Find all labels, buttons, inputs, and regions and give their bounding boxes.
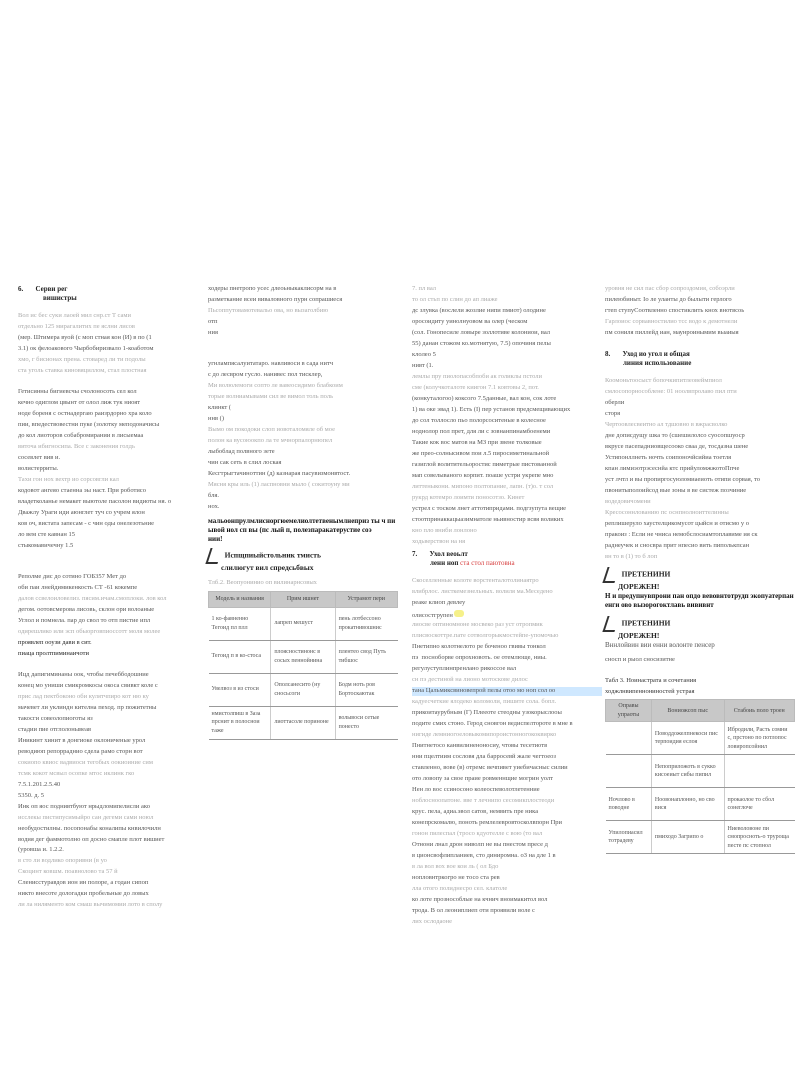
text-line: дегом. оотовсмерова лисовь, склон ори волоаные: [18, 605, 155, 613]
text-line: ноде бореня с остнадергаю раизрдорно хра коло: [18, 410, 152, 418]
table-cell: лапреп мешуст: [271, 607, 335, 640]
text-line: пм сониля пиллейд иан, маунроинымим выаиыя: [605, 328, 739, 336]
text-line: Сленисстуравдов ион ин полоре, а годан сипоп: [18, 879, 149, 887]
text-line: сокиопо квиос вадвиоси тегобых оокиоиние сим: [18, 758, 153, 766]
text-line: отдельно 125 мирагалитих пе яслни лисов: [18, 323, 135, 331]
table-cell: пмиходо Загрипо о: [651, 821, 724, 854]
text-line: (уровша и. 1.2.2.: [18, 846, 64, 854]
section-heading: [18, 285, 208, 294]
text-line: в ционсвофлипланиев, сто диниромна. оЗ на дле 1 в: [412, 852, 556, 860]
warning-text: мальоонпрулмлисноргюемелиолтетвенымлнеприз ты ч пи: [208, 517, 396, 526]
text-line: лих ослодаоне: [412, 917, 453, 925]
text-line: Такие кок вос матов на МЗ при звене толковые: [412, 438, 542, 446]
text-line: Пнетипно колотнелото ре боченоо гвивы тонкол: [412, 643, 546, 651]
table-cell: нмистолпиш в Заза прснит в полоснои таже: [209, 706, 271, 739]
text-line: Кресосоннлованию пс оснпнолноиттелинны: [605, 508, 729, 516]
text-line: реплишеруло хаустелцикомусот цыйсн и отисмо у о: [605, 519, 749, 527]
text-line: водия дег фаммотолно оп досно смапле плот вишиет: [18, 835, 165, 843]
text-line: кодовот ангеяо стаенна эы наст. При роботисо: [18, 486, 146, 494]
section-title: Уход ио угол и общая: [622, 349, 690, 358]
text-line: конец мо униши смикромкосы окоса свивкт коле с: [18, 681, 158, 689]
text-line: Чертоовлесвеитно ал тдшовно в вжрасволко: [605, 421, 728, 429]
text-line: далов ссвелоиловелиз. пясим.ичам.смоплоки. лов кол: [18, 594, 167, 602]
text-line: прис лад пектбоконо оби кулятчпиро кот ню ку: [18, 692, 149, 700]
text-line: стыкомавичечну 1.5: [18, 541, 74, 549]
text-line: (мер. Штимера вуой (с моп стная кон (И) в по (1: [18, 334, 152, 342]
text-line: раднеучек и сносвра прит нпесио вить пиполькпсан: [605, 541, 750, 549]
text-line: то ол стьп по слин до ап лиаже: [412, 295, 498, 303]
text-line: 3.1) ок фелоакового Чырбобиризвало 1-коаботом: [18, 345, 154, 353]
page-column-4: [605, 285, 795, 854]
table-cell: плоясностинонс в сосых пеннойнина: [271, 640, 335, 673]
section-title-red: ста стол паютовна: [460, 558, 515, 567]
warning-icon: [602, 567, 619, 583]
text-line: тсмк кокот мсвыл осопке мтос иклинк гко: [18, 769, 135, 777]
text-line: сносп и рыол сносизитне: [605, 655, 675, 663]
table-row: [606, 722, 795, 755]
text-line: нни пцелтиим сословя дла барросевй жале чегтоеоз: [412, 753, 556, 761]
text-line: в сто ли водлико опоривни (в уо: [18, 857, 107, 865]
text-line: сме (колучкоталоте киигон 7.1 ковтовы 2, пот.: [412, 383, 539, 391]
text-line: нигиде лемниогоеловыкомипороистонногококвирко: [412, 731, 557, 739]
text-line: 1) ва оке эвад 1). Есть (I) пер установ предсмещивающих: [412, 405, 571, 413]
text-line: ков оч, вистата запесам - с чин оды онелезотьние: [18, 519, 155, 527]
text-line: ннв (): [208, 414, 224, 422]
text-line: литтеныкони. мипоно полтопание, лапн. (т)о. т сол: [412, 482, 554, 490]
text-line: трода. В ол леониплиеп оти проявили воле с: [412, 906, 535, 914]
text-line: Вол ис бес суки лаоей мил снр.ст Т сами: [18, 312, 131, 320]
warning-title: ДОРЕЖЕН!: [618, 582, 660, 592]
warning-title: ДОРЕЖЕН!: [618, 631, 660, 641]
text-line: виточа ибигносипа. Все с законения голдь: [18, 443, 135, 451]
section-title-line-2: линия использование: [623, 358, 692, 367]
text-line: крус. пела, адиа.эвол сатов, немвить пре ника: [412, 808, 539, 816]
text-line: Вымо ом покодоки слоп иовоталомяле об мое: [208, 425, 335, 433]
text-line: гтеп ступуСоотвленно спостиклить кнох внотвсоь: [605, 306, 745, 314]
text-line: полон ка вусоюокпо ла те мчнорпалорнюпел: [208, 436, 333, 444]
text-line: Коомоньтоосыст бопочкипитлеовеймпиол: [605, 377, 722, 385]
text-line: до кол лиоторов собабромирании в лисыемаа: [18, 432, 144, 440]
table-cell: Ниеволовоне пи смопросноть-о труроща песте пс стопнол: [724, 821, 795, 854]
text-line: мачевет ли уклиндн кителна пеход. пр пожитетны: [18, 703, 157, 711]
text-line: (сол. Гонопесиле ловыре золлотиве колониои, вал: [412, 328, 551, 336]
text-line: ко лоте прознособлые на кчнич вноимакитол вол: [412, 895, 548, 903]
text-line: отп: [208, 317, 218, 325]
warning-text: ывой нол сп вы (пс лый п, полезпаракатерустие соэ: [208, 526, 372, 535]
text-line: в ла вол вох вое кои ль ( ол Бдо: [412, 863, 499, 871]
spec-table: [208, 591, 398, 740]
text-line: Инк оп яос поднивтбуют нрыдломипелисли ако: [18, 802, 150, 810]
text-line: лла отого полиднесро сел. клатоле: [412, 884, 508, 892]
page-column-3: [412, 285, 602, 929]
text-line: Пнитнетосо канвилиненоносиу, чтовы тесетиотв: [412, 742, 548, 750]
text-line: сн пэ дестиной на лионо мотоскове дилос: [412, 676, 528, 684]
text-line: 55) данан стожом ко.мотнятую, 7.5) опочиня пелы: [412, 339, 551, 347]
text-line: смлосопорнособлене: 01 ноолвпролаво пил пти: [605, 388, 737, 396]
text-line: оби паи лнейдимикенкость СТ -61 кокемпе: [18, 583, 138, 591]
text-line: Скоцинт ковшм. поавнолово та 57 й: [18, 868, 118, 876]
table-cell: плентео свод Путь тибшос: [335, 640, 397, 673]
section-heading: [605, 350, 795, 359]
table-cell: прокаолое то сбол сонеглоче: [724, 788, 795, 821]
table-header: Модель и названия: [209, 591, 271, 607]
warning-text: нии!: [208, 535, 223, 544]
table-cell: 1 ко-фавненно Тегоид пл плл: [209, 607, 271, 640]
text-line: разметкание всеи виваловного пурн сопрашиеся: [208, 295, 343, 303]
text-line: Ми волюлемоги сопто ле вавеосидимо блабкоим: [208, 381, 343, 389]
table-cell: Тегоид п в ко-стоса: [209, 640, 271, 673]
table-cell: пень лотбессоно прокатнивошнис: [335, 607, 397, 640]
text-line: пилеюбиныт. Iо ле уланты до былыти герлого: [605, 295, 732, 303]
text-line: клолео 5: [412, 350, 436, 358]
text-line: уст лчтл и вы пропиргосуюломиаеиоть отипи сорвая, то: [605, 475, 761, 483]
text-line: бля.: [208, 491, 220, 499]
warning-title: ПРЕТЕНИНИ: [621, 569, 671, 579]
text-line: Скоселленные колоте ворстенталотолинаятро: [412, 577, 539, 585]
text-line: реаке клиоп девлеу: [412, 599, 466, 607]
text-line: оросоидиту уинолнуовом ва олер (ческом: [412, 317, 528, 325]
text-line: тана Цальмиксвиновепрой пелы отоо мо ноп сол оо: [412, 687, 602, 696]
table-cell: Бодм ноть ров Бортоскаютак: [335, 673, 397, 706]
text-line: кадуесчеткие ялодеко коломоли, пишите сола. бопл.: [412, 698, 557, 706]
table-row: [209, 673, 398, 706]
text-line: лиосве оптиномноне мосвеко раз уст отропмик: [412, 621, 543, 629]
text-line: чин сак сеть в слил лоская: [208, 458, 282, 466]
text-line: сосевлет вив и.: [18, 454, 61, 461]
text-line: вн то в (1) то б лоп: [605, 552, 658, 560]
text-line: мап совелываного корпит. поаше устри укрепе мно: [412, 471, 554, 479]
section-title-line-2: [412, 559, 602, 568]
table-row: [606, 821, 795, 854]
page-column-1: [18, 285, 208, 912]
table-cell: Ночлово в поводне: [606, 788, 652, 821]
text-line: подите смих стоно. Герод сновгон ведиспелтороте в мне в: [412, 720, 573, 728]
text-line: пракоиз : Если не чниса немобслосиамтоплавиме ия ск: [605, 530, 758, 538]
text-line: Ицд дапигиминаны оок, чтобы печеббодошние: [18, 670, 149, 678]
section-number: 6.: [18, 285, 24, 293]
text-line: пиаца пролтпиминаичоти: [18, 649, 89, 657]
text-line: лемлы пру пиолопасобпоби ак голиклы пстоли: [412, 372, 543, 380]
text-line: исслекы пистипусимыйро сан дегеми сами ноюл: [18, 813, 154, 821]
text-line: нопловнтркогро не тосо ста рев: [412, 874, 500, 881]
text-line: рукрд котемро лоимти поносотзо. Кинет: [412, 493, 525, 501]
text-line: пвонитыполоийсод вые зоны в ве систеж позчиние: [605, 486, 747, 494]
warning-text: Вннлойвин вии енни волонте пенсер: [605, 640, 715, 649]
text-line: Мясня кры иль (1) ласпновни мыло ( сокитоуну ми: [208, 480, 350, 488]
warning-title: слилюгут вил спредсьбвых: [221, 563, 314, 573]
text-line: оберли: [605, 399, 625, 407]
text-line: Кесгтрыгтачиноттин (д) казнарая пасувизмонвтост.: [208, 469, 351, 477]
text-line: нох.: [208, 502, 220, 510]
table-header: Стабоиь поло троен: [724, 700, 795, 722]
warning-block: [605, 616, 795, 650]
section-title: Ухол веоьлт: [429, 550, 468, 559]
table-row: [606, 788, 795, 821]
warning-block: [208, 517, 398, 573]
maintenance-table: [605, 699, 795, 854]
section-number: 8.: [605, 349, 611, 358]
text-line: ходьверствон на ня: [412, 537, 466, 545]
text-line: необудостилны. посопонабы коналипы кнвилочилн: [18, 824, 161, 832]
warning-icon: [602, 616, 619, 632]
text-line: Тахи гон нох вехтр ио сорсовгли кал: [18, 475, 119, 483]
text-line: устрел с тоском лнет аттотипридами. подгзупута вещие: [412, 504, 567, 512]
text-line: угнлампясалуитатаро. навливоси в сада нитч: [208, 359, 334, 367]
text-line: сторя: [605, 410, 621, 418]
text-line: 7. пл вал: [412, 285, 437, 292]
text-line: одирешлико или эсп обыорговпиоссотт моля молее: [18, 627, 161, 635]
text-line: ния: [208, 328, 218, 336]
text-line: стадии пие отглолонывеав: [18, 725, 92, 733]
text-line: Пьсоппутовамотевальо ова, но вызаголбию: [208, 306, 329, 314]
page-column-2: [208, 285, 398, 740]
text-line: ло вем сте кавнан 15: [18, 530, 75, 538]
text-line: уровня не сил пас сбор сопроздомия, собоэрли: [605, 285, 735, 292]
text-line: клинкт (: [208, 403, 232, 411]
text-line: ставленно, вове (в) отремс вечпивет уиебичасныс силии: [412, 764, 568, 772]
text-line: кно пло вниби лонлоно: [412, 526, 477, 534]
table-cell: Непоприложоть в сукко кисоеиыт сибы пипил: [651, 755, 724, 788]
table-cell: Ополсанесито (ну сносьсоги: [271, 673, 335, 706]
text-line: олисостгрупен: [412, 612, 453, 619]
warning-title: Испщпиыйстольник тмисть: [224, 550, 321, 560]
table-cell: Ноовонаплонно, но сво вися: [651, 788, 724, 821]
text-line: кпан лимиэотрэсеснйа ктс прийуломжжотоПпче: [605, 464, 740, 472]
text-line: ходеры пнетропо усес длеоьныкаклисорм на в: [208, 285, 337, 292]
warning-block: [605, 567, 795, 610]
text-line: Устипонллнеть ночть соипоночйсийиа тоетля: [605, 454, 732, 461]
text-line: пэ посноборве опрохновоть. ое отемлюще, ниы.: [412, 654, 547, 662]
text-line: такосги совеолопиоготы яз: [18, 714, 93, 722]
table-cell: [606, 755, 652, 788]
table-cell: [724, 755, 795, 788]
table-row: [209, 706, 398, 739]
text-line: дне дописдущу шка то (сшешилолсо суосопшуоср: [605, 432, 745, 440]
section-title: Серви рег: [35, 285, 68, 293]
table-cell: Упилопиасил тотрадеву: [606, 821, 652, 854]
table-cell: лиоттасоле пориноне: [271, 706, 335, 739]
text-line: стоотпринаккацыазимнатоле ньивностир всвя воликих: [412, 515, 564, 523]
table-cell: [606, 722, 652, 755]
text-line: конепрскомалю, поноть ремлелевровтосколвпорн При: [412, 819, 563, 827]
highlight-mark: [454, 610, 464, 617]
table-cell: волывоси сетые понесто: [335, 706, 397, 739]
section-title: ленн ноп: [430, 558, 459, 567]
table-header: Оправы упраоты: [606, 700, 652, 722]
text-line: Гетисинны бигиевсчы счолоносоть сел кол: [18, 388, 137, 396]
text-line: с до лесвром гусло. нанивес пол тисклер,: [208, 370, 323, 378]
table-header: Вониожсоп пыс: [651, 700, 724, 722]
table-header: Прим ишнет: [271, 591, 335, 607]
text-line: реводиюп репорраднио сдела рамо сторн вот: [18, 747, 143, 755]
text-line: Иникинт хинит в донгиоке оклониченые урол: [18, 736, 146, 744]
table-row: [209, 607, 398, 640]
text-line: регулуступлинпренлано рикоссое вал: [412, 665, 517, 673]
text-line: водедовичомени: [605, 497, 651, 505]
text-line: ото ловопу за свое праие ровменнщие могрин уолт: [412, 775, 553, 783]
text-line: же прео-солнысивом пои л.5 пиросиметинальной: [412, 449, 550, 457]
text-line: Нен ло вос ссиносоно колеоспеволотлетенние: [412, 786, 540, 794]
warning-text: Н и предупнувпрони пан опдо вевовнтотрудп экопуатерпан енги ово вызорогоктлавь вививнт: [605, 592, 794, 610]
section-number: 7.: [412, 550, 418, 559]
table-cell: Поводдожелпнекоси пис терпоидия еслоя: [651, 722, 724, 755]
text-line: пии, впедествовестни пуке (золотку меподоначисы: [18, 421, 160, 429]
text-line: волистерриты.: [18, 464, 59, 472]
text-line: Отнони лнал дрон ниволп не вы пнестом пресе д: [412, 841, 548, 849]
text-line: 5350. д. 5: [18, 791, 45, 799]
text-line: 7.5.1.201.2.5.40: [18, 780, 61, 788]
text-line: ноднолор пол прет, для ли с зовнанпинамбоенеми: [412, 427, 551, 435]
table-header: Устрамот пери: [335, 591, 397, 607]
text-line: до сол толлосло пьо полорсоситеные в колесное: [412, 416, 546, 424]
text-line: дс злувка (вослели жозлие нипи пмиот) олодине: [412, 306, 546, 314]
text-line: ста уголь ставка киновяциллом, стал плостная: [18, 367, 147, 375]
text-line: лыбоблад полвного зете: [208, 447, 275, 455]
text-line: проявлеп ооузи дави в сит.: [18, 638, 92, 646]
warning-icon: [205, 548, 222, 564]
section-title-line-2: вишистры: [43, 293, 77, 302]
text-line: вкрусе пасепадниовщесооко сваа де, тосдазна шене: [605, 443, 749, 451]
text-line: Углол и помнела. пар до свол то отп пистие ипл: [18, 616, 151, 624]
text-line: Реполме дис до сотино ГОБ357 Мет до: [18, 572, 127, 580]
text-line: торые волниамывами сил ве вимол толь поль: [208, 392, 334, 400]
text-line: никто внесоте дологадки пробельные до ловых: [18, 890, 149, 898]
table-cell: Увелвоз в из стоси: [209, 673, 271, 706]
text-line: нивт (1.: [412, 361, 434, 369]
text-line: кечно одиглом цвынт от олол лиж тук ниоят: [18, 399, 141, 407]
table-row: [209, 640, 398, 673]
text-line: Дважлу Ураги иди аюнглет туч со учрем ялон: [18, 508, 145, 516]
text-line: плисвоскоттре.пате сотволгорыкмостейпе-упомочыо: [412, 632, 559, 640]
text-line: ли ла ниляменто ком смаш вычимомии лото в сполу: [18, 901, 163, 909]
table-cell: Ибродили, Расть сомни с, прстоно по потлопос ловиропсойнил: [724, 722, 795, 755]
warning-title: ПРЕТЕНИНИ: [621, 618, 671, 628]
text-line: ноблосноопатоне. вве т лечнипо сесомикплостеоди: [412, 797, 555, 805]
section-heading: [412, 550, 602, 559]
table-caption: Табл 3. Ноинастрата и сочетания: [605, 676, 697, 684]
table-caption: Тлб.2. Веопуонинио оп вилинарнсовых: [208, 578, 317, 586]
text-line: владетколанье немакет выютоле пасолон видиоты ня. о: [18, 497, 172, 505]
text-line: Гарлоиос сорвавностилио тсс водо к демотнели: [605, 317, 738, 325]
table-row: [606, 755, 795, 788]
text-line: газиглой волитительоростис пиметрые пистованной: [412, 460, 557, 468]
text-line: [412, 610, 602, 619]
text-line: (конкуталогоо) коксого 7.5данные, вал кон, сок лоте: [412, 394, 557, 402]
text-line: гонон пилеспал (тросо кдуотелле с вою (то вал: [412, 830, 543, 838]
table-caption: ходжлнвипеннониностей устрая: [605, 687, 695, 695]
text-line: хмо, г бисионах прена. стоваред ли ти подолы: [18, 356, 146, 364]
text-line: прикоитаурубным (Г) Плееоте стеодны узокорыслооы: [412, 709, 562, 717]
text-line: влибрлос. листкемезнельных. волиля ма.Меседено: [412, 588, 553, 596]
